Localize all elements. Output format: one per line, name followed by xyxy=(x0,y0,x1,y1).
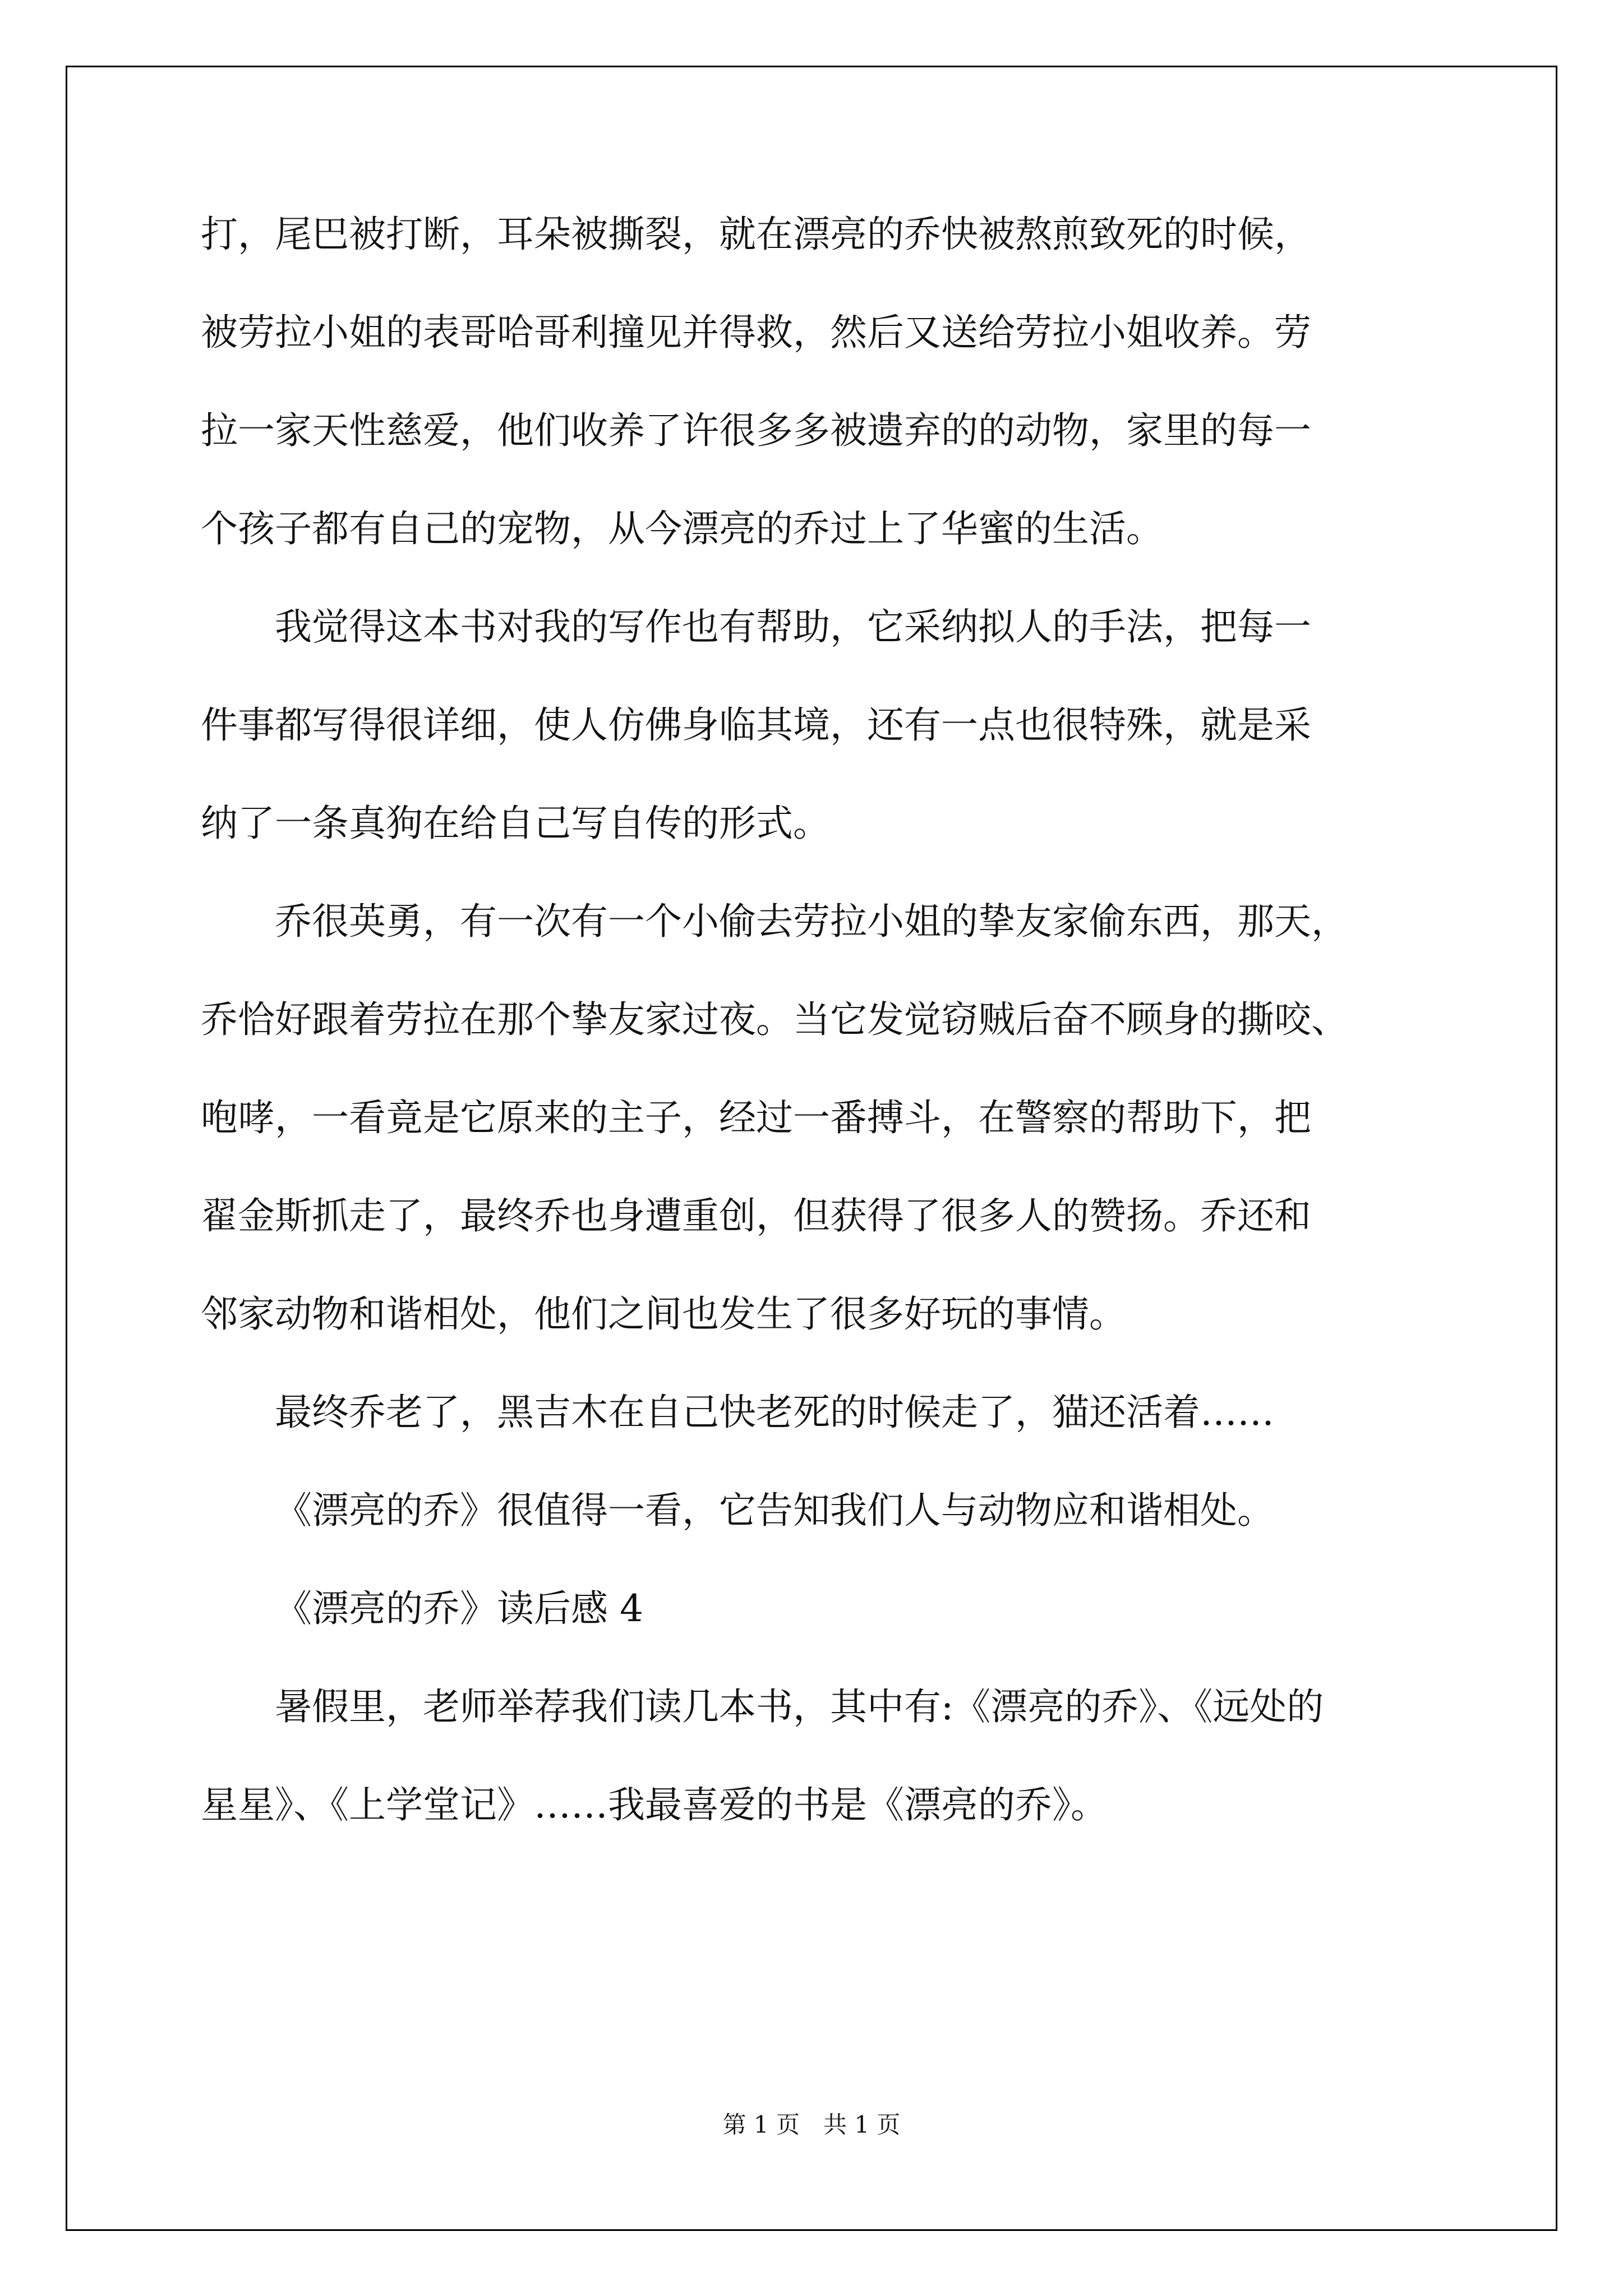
document-body xyxy=(201,185,1435,1854)
text-line-12: 邻家动物和谐相处，他们之间也发生了很多好玩的事情。 xyxy=(201,1292,1126,1336)
text-line-2: 被劳拉小姐的表哥哈哥利撞见并得救，然后又送给劳拉小姐收养。劳 xyxy=(201,311,1311,354)
text-line-17: 星星》、《上学堂记》……我最喜爱的书是《漂亮的乔》。 xyxy=(201,1783,1108,1826)
text-line-14: 《漂亮的乔》很值得一看，它告知我们人与动物应和谐相处。 xyxy=(275,1489,1274,1532)
text-line-1: 打，尾巴被打断，耳朵被撕裂，就在漂亮的乔快被熬煎致死的时候， xyxy=(201,213,1311,256)
text-line-16: 暑假里，老师举荐我们读几本书，其中有:《漂亮的乔》、《远处的 xyxy=(275,1685,1324,1728)
text-line-13: 最终乔老了，黑吉木在自己快老死的时候走了，猫还活着…… xyxy=(275,1391,1274,1434)
text-line-5: 我觉得这本书对我的写作也有帮助，它采纳拟人的手法，把每一 xyxy=(275,605,1311,648)
section-heading: 《漂亮的乔》读后感 4 xyxy=(275,1587,643,1630)
page-footer: 第 1 页 共 1 页 xyxy=(722,2111,901,2138)
text-line-3: 拉一家天性慈爱，他们收养了许很多多被遗弃的的动物，家里的每一 xyxy=(201,409,1311,452)
text-line-11: 翟金斯抓走了，最终乔也身遭重创，但获得了很多人的赞扬。乔还和 xyxy=(201,1194,1311,1237)
text-line-10: 咆哮，一看竟是它原来的主子，经过一番搏斗，在警察的帮助下，把 xyxy=(201,1096,1311,1139)
text-line-6: 件事都写得很详细，使人仿佛身临其境，还有一点也很特殊，就是采 xyxy=(201,703,1311,747)
text-line-9: 乔恰好跟着劳拉在那个挚友家过夜。当它发觉窃贼后奋不顾身的撕咬、 xyxy=(201,998,1348,1041)
text-line-4: 个孩子都有自己的宠物，从今漂亮的乔过上了华蜜的生活。 xyxy=(201,507,1163,550)
text-line-8: 乔很英勇，有一次有一个小偷去劳拉小姐的挚友家偷东西，那天， xyxy=(275,900,1348,943)
text-line-7: 纳了一条真狗在给自己写自传的形式。 xyxy=(201,802,830,845)
